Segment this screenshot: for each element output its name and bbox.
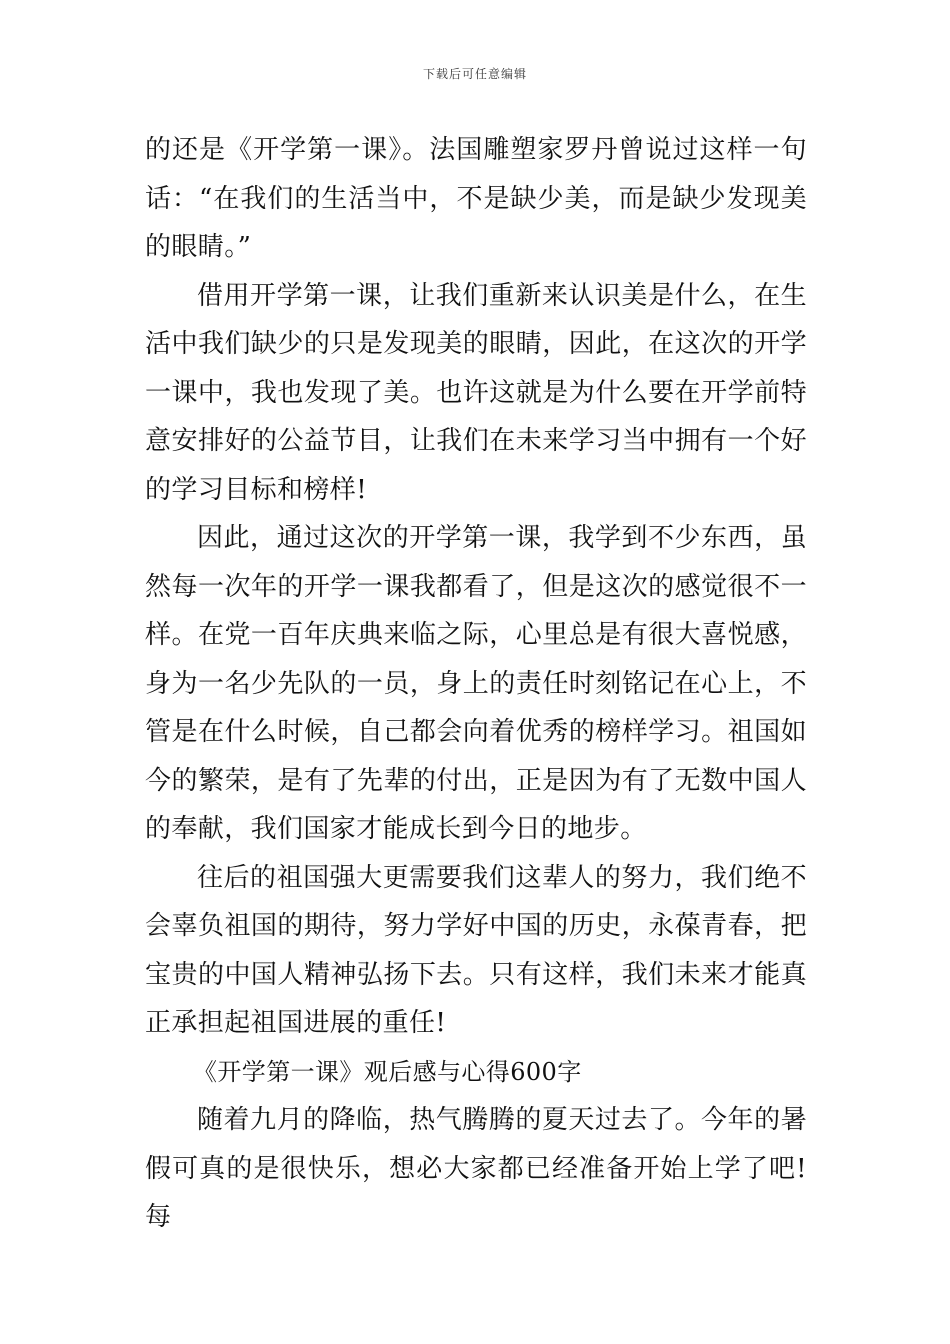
paragraph: 借用开学第一课，让我们重新来认识美是什么，在生活中我们缺少的只是发现美的眼睛，因此，在这次的开学一课中，我也发现了美。也许这就是为什么要在开学前特意安排好的公益节目，让我们在未来学习当中拥有一个好的学习目标和榜样!: [145, 280, 807, 505]
document-body: [145, 126, 807, 1242]
section-title: 《开学第一课》观后感与心得600字: [193, 1057, 582, 1086]
paragraph: 随着九月的降临，热气腾腾的夏天过去了。今年的暑假可真的是很快乐，想必大家都已经准备开始上学了吧!每: [145, 1105, 807, 1232]
page-header: 下载后可任意编辑: [422, 67, 527, 81]
paragraph: 的还是《开学第一课》。法国雕塑家罗丹曾说过这样一句话：“在我们的生活当中，不是缺少美，而是缺少发现美的眼睛。”: [145, 135, 807, 262]
paragraph: 因此，通过这次的开学第一课，我学到不少东西，虽然每一次年的开学一课我都看了，但是这次的感觉很不一样。在党一百年庆典来临之际，心里总是有很大喜悦感，身为一名少先队的一员，身上的责任时刻铭记在心上，不管是在什么时候，自己都会向着优秀的榜样学习。祖国如今的繁荣，是有了先辈的付出，正是因为有了无数中国人的奉献，我们国家才能成长到今日的地步。: [145, 523, 807, 844]
paragraph: 往后的祖国强大更需要我们这辈人的努力，我们绝不会辜负祖国的期待，努力学好中国的历史，永葆青春，把宝贵的中国人精神弘扬下去。只有这样，我们未来才能真正承担起祖国进展的重任!: [145, 862, 807, 1038]
